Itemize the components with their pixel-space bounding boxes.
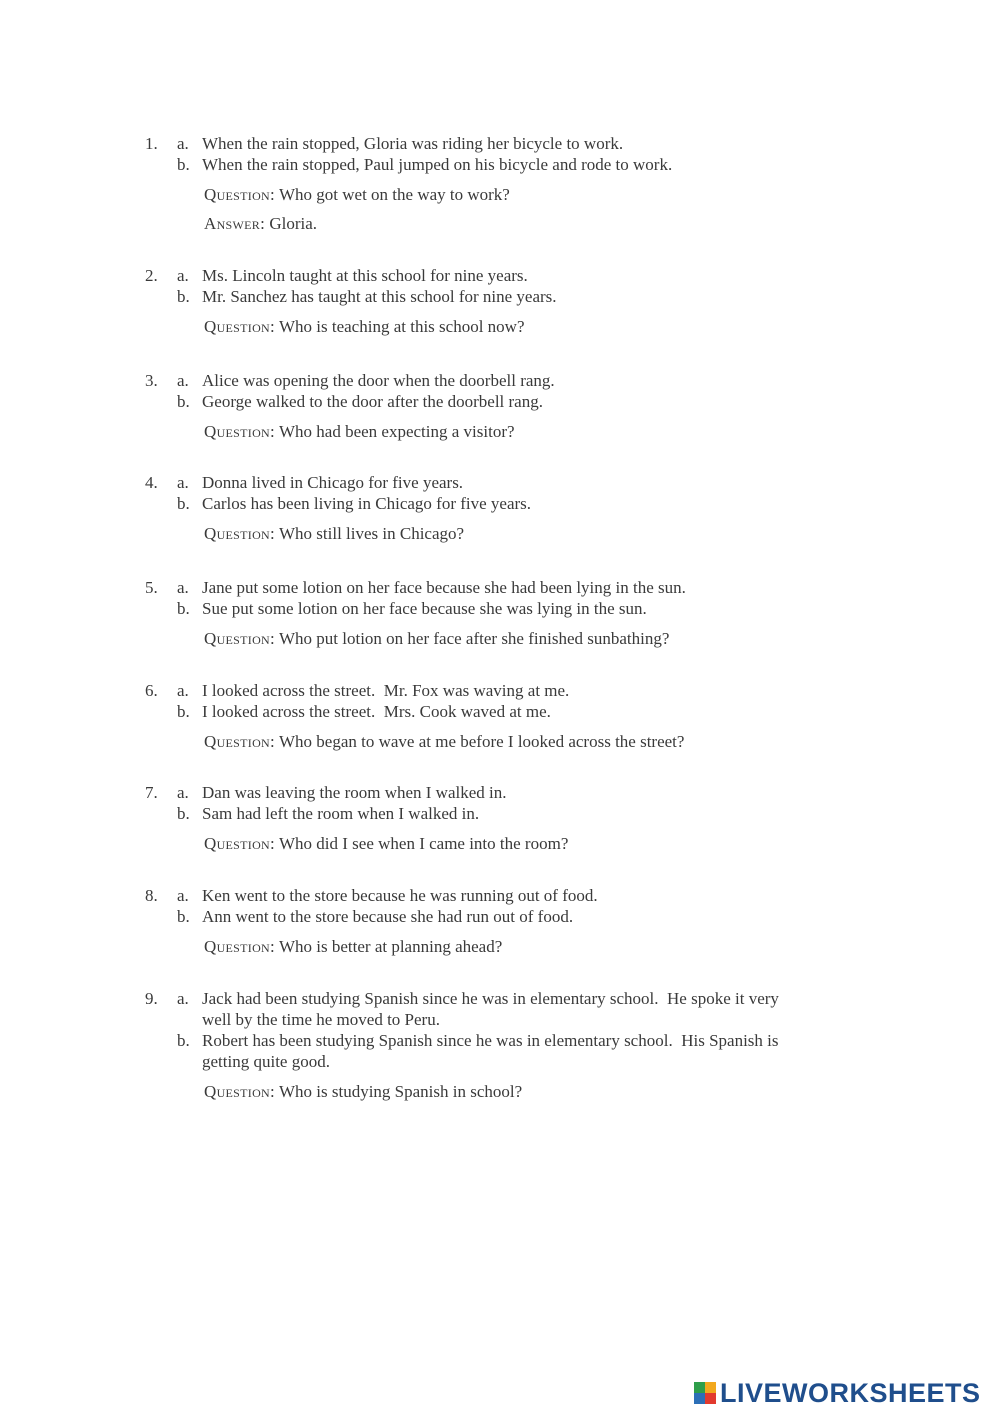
answer-line	[204, 213, 317, 235]
item-number: 8.	[145, 886, 158, 905]
option-a-text: Ken went to the store because he was running out of food.	[202, 886, 598, 905]
question-line	[204, 731, 684, 753]
question-label: Question:	[204, 937, 276, 956]
question-text: Who put lotion on her face after she finished sunbathing?	[278, 629, 670, 648]
liveworksheets-logo[interactable]	[694, 1378, 981, 1408]
question-label: Question:	[204, 524, 276, 543]
answer-text: Gloria.	[269, 214, 318, 233]
question-line	[204, 833, 568, 855]
question-text: Who is teaching at this school now?	[278, 317, 525, 336]
option-b-text: George walked to the door after the doorbell rang.	[202, 392, 543, 411]
option-a-letter: a.	[177, 266, 189, 285]
option-b-letter: b.	[177, 494, 190, 513]
question-text: Who got wet on the way to work?	[278, 185, 510, 204]
logo-mark-icon	[694, 1382, 716, 1404]
option-b-letter: b.	[177, 392, 190, 411]
option-b-letter: b.	[177, 702, 190, 721]
option-a-text: Jane put some lotion on her face because she had been lying in the sun.	[202, 578, 686, 597]
question-text: Who still lives in Chicago?	[278, 524, 465, 543]
question-text: Who began to wave at me before I looked across the street?	[278, 732, 685, 751]
option-b-text: Mr. Sanchez has taught at this school for nine years.	[202, 287, 557, 306]
option-a-text-line1: Jack had been studying Spanish since he was in elementary school. He spoke it very	[202, 989, 779, 1008]
option-a-letter: a.	[177, 134, 189, 153]
option-b-text-line1: Robert has been studying Spanish since he was in elementary school. His Spanish is	[202, 1031, 779, 1050]
item-number: 4.	[145, 473, 158, 492]
option-b-letter: b.	[177, 599, 190, 618]
option-a-text: Alice was opening the door when the doorbell rang.	[202, 371, 555, 390]
item-number: 7.	[145, 783, 158, 802]
question-text: Who is studying Spanish in school?	[278, 1082, 523, 1101]
question-label: Question:	[204, 422, 276, 441]
option-a-text: I looked across the street. Mr. Fox was waving at me.	[202, 681, 570, 700]
option-a-letter: a.	[177, 886, 189, 905]
item-number: 1.	[145, 134, 158, 153]
option-a-text: Dan was leaving the room when I walked in.	[202, 783, 507, 802]
option-b-letter: b.	[177, 155, 190, 174]
option-b-text: Carlos has been living in Chicago for five years.	[202, 494, 532, 513]
item-number: 5.	[145, 578, 158, 597]
option-b-text: When the rain stopped, Paul jumped on his bicycle and rode to work.	[202, 155, 673, 174]
question-label: Question:	[204, 629, 276, 648]
question-label: Question:	[204, 834, 276, 853]
question-label: Question:	[204, 317, 276, 336]
question-line	[204, 316, 525, 338]
question-line	[204, 1081, 522, 1103]
item-number: 2.	[145, 266, 158, 285]
option-b-letter: b.	[177, 287, 190, 306]
item-number: 3.	[145, 371, 158, 390]
option-a-text: Ms. Lincoln taught at this school for nine years.	[202, 266, 528, 285]
answer-label: Answer:	[204, 214, 266, 233]
option-b-text: Sue put some lotion on her face because she was lying in the sun.	[202, 599, 647, 618]
question-text: Who had been expecting a visitor?	[278, 422, 515, 441]
option-a-letter: a.	[177, 783, 189, 802]
option-a-text-line2: well by the time he moved to Peru.	[202, 1010, 440, 1029]
item-number: 6.	[145, 681, 158, 700]
logo-text: LIVEWORKSHEETS	[720, 1377, 981, 1408]
question-line	[204, 184, 510, 206]
option-b-letter: b.	[177, 907, 190, 926]
question-line	[204, 936, 502, 958]
option-a-letter: a.	[177, 989, 189, 1008]
question-line	[204, 628, 669, 650]
question-text: Who is better at planning ahead?	[278, 937, 503, 956]
option-a-letter: a.	[177, 371, 189, 390]
option-a-letter: a.	[177, 473, 189, 492]
question-label: Question:	[204, 732, 276, 751]
question-label: Question:	[204, 185, 276, 204]
option-a-letter: a.	[177, 681, 189, 700]
question-line	[204, 523, 464, 545]
option-b-text-line2: getting quite good.	[202, 1052, 330, 1071]
question-line	[204, 421, 515, 443]
option-a-text: When the rain stopped, Gloria was riding her bicycle to work.	[202, 134, 624, 153]
option-b-text: Ann went to the store because she had run out of food.	[202, 907, 574, 926]
option-a-text: Donna lived in Chicago for five years.	[202, 473, 464, 492]
question-text: Who did I see when I came into the room?	[278, 834, 569, 853]
item-number: 9.	[145, 989, 158, 1008]
option-a-letter: a.	[177, 578, 189, 597]
option-b-text: I looked across the street. Mrs. Cook waved at me.	[202, 702, 551, 721]
option-b-letter: b.	[177, 1031, 190, 1050]
option-b-text: Sam had left the room when I walked in.	[202, 804, 480, 823]
option-b-letter: b.	[177, 804, 190, 823]
question-label: Question:	[204, 1082, 276, 1101]
